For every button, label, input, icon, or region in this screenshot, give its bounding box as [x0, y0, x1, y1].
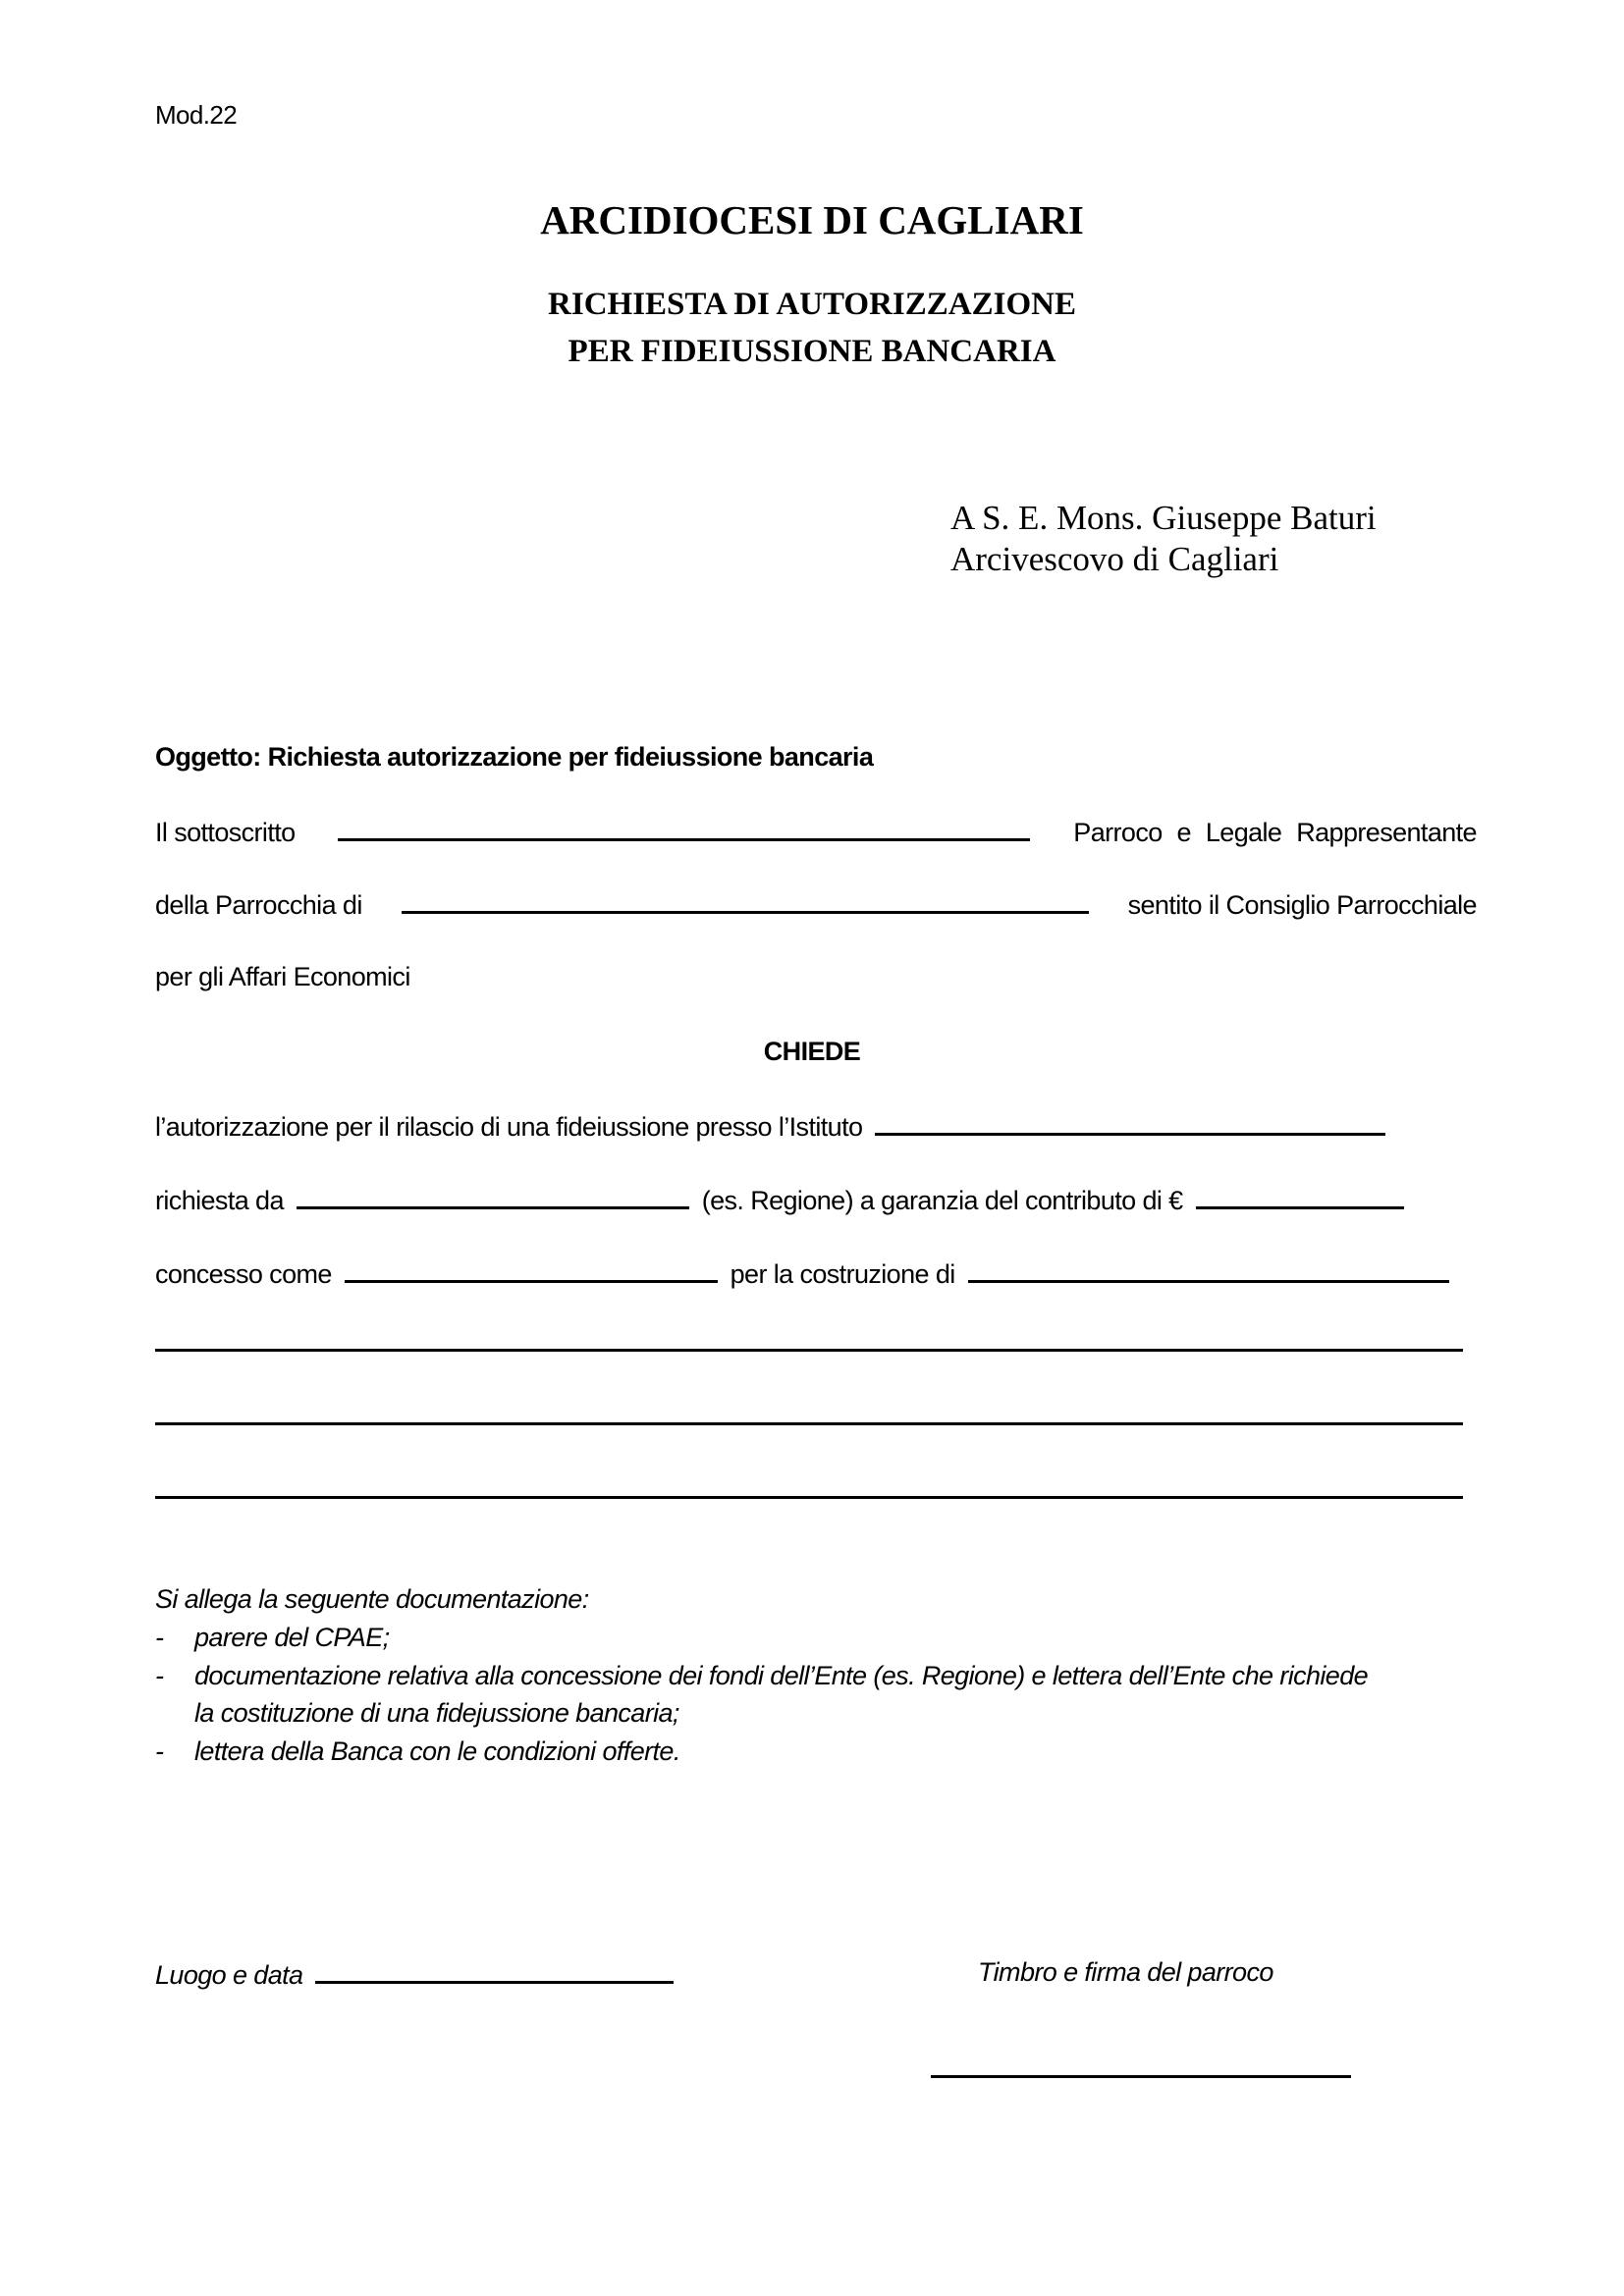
attachment-bullet: - — [155, 1661, 164, 1690]
attachment-item: parere del CPAE; — [194, 1623, 390, 1652]
row-sottoscritto — [155, 815, 1477, 848]
place-date-row — [155, 1957, 674, 1991]
model-code: Mod.22 — [155, 100, 238, 130]
organization-title: ARCIDIOCESI DI CAGLIARI — [540, 197, 1084, 242]
consiglio-label: sentito il Consiglio Parrocchiale — [1127, 890, 1477, 920]
attachment-bullet: - — [155, 1623, 164, 1652]
istituto-label: l’autorizzazione per il rilascio di una fideiussione presso l’Istituto — [155, 1112, 863, 1142]
request-heading: CHIEDE — [763, 1037, 861, 1066]
parrocchia-field[interactable] — [402, 887, 1089, 914]
istituto-field[interactable] — [875, 1109, 1385, 1136]
description-line-1[interactable] — [155, 1349, 1463, 1352]
importo-field[interactable] — [1196, 1183, 1404, 1209]
recipient-line2: Arcivescovo di Cagliari — [950, 540, 1279, 578]
parrocchia-label: della Parrocchia di — [155, 890, 362, 920]
sottoscritto-field[interactable] — [338, 815, 1030, 841]
attachments-heading: Si allega la seguente documentazione: — [155, 1584, 589, 1614]
sottoscritto-label: Il sottoscritto — [155, 818, 296, 847]
description-line-3[interactable] — [155, 1496, 1463, 1499]
recipient-line1: A S. E. Mons. Giuseppe Baturi — [950, 499, 1377, 537]
role-label: Parroco e Legale Rappresentante — [1073, 818, 1477, 847]
concesso-come-field[interactable] — [345, 1256, 718, 1283]
row-parrocchia — [155, 887, 1477, 921]
subject-line: Oggetto: Richiesta autorizzazione per fideiussione bancaria — [155, 742, 874, 772]
description-line-2[interactable] — [155, 1422, 1463, 1425]
costruzione-field[interactable] — [968, 1256, 1449, 1283]
attachment-item-continuation: la costituzione di una fidejussione bancaria; — [194, 1698, 679, 1728]
signature-field[interactable] — [931, 2056, 1351, 2078]
attachment-item: lettera della Banca con le condizioni offerte. — [194, 1736, 680, 1766]
costruzione-label: per la costruzione di — [730, 1259, 955, 1289]
richiesta-da-label: richiesta da — [155, 1186, 284, 1215]
document-title-line1: RICHIESTA DI AUTORIZZAZIONE — [548, 287, 1076, 322]
richiesta-da-field[interactable] — [297, 1183, 689, 1209]
place-date-field[interactable] — [315, 1957, 674, 1984]
concesso-come-label: concesso come — [155, 1259, 332, 1289]
attachment-item: documentazione relativa alla concessione dei fondi dell’Ente (es. Regione) e lettera dell’Ente che richiede — [194, 1661, 1369, 1690]
attachment-bullet: - — [155, 1736, 164, 1766]
affari-economici-text: per gli Affari Economici — [155, 962, 410, 991]
row-istituto — [155, 1109, 1385, 1143]
place-date-label: Luogo e data — [155, 1960, 303, 1990]
document-title-line2: PER FIDEIUSSIONE BANCARIA — [568, 334, 1056, 369]
row-concesso — [155, 1256, 1449, 1290]
row-richiesta — [155, 1183, 1404, 1216]
signature-label: Timbro e firma del parroco — [978, 1957, 1273, 1987]
garanzia-label: (es. Regione) a garanzia del contributo di € — [701, 1186, 1183, 1215]
